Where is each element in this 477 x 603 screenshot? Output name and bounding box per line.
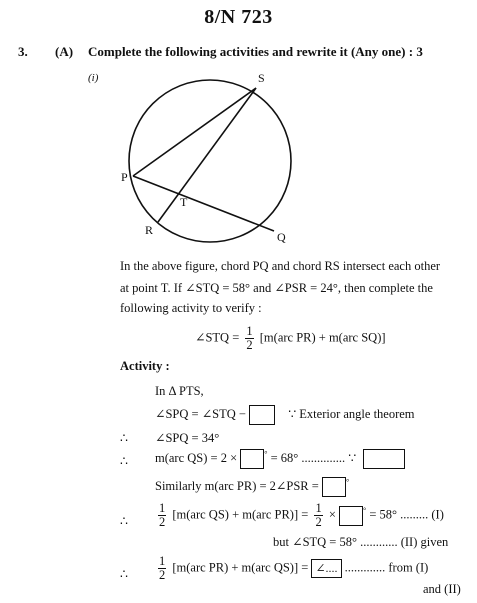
answer-box-4[interactable] bbox=[322, 477, 346, 497]
problem-line-3: following activity to verify : bbox=[120, 301, 262, 315]
formula bbox=[195, 325, 386, 352]
line6-mid: [m(arc QS) + m(arc PR)] = bbox=[172, 507, 309, 522]
problem-line-1: In the above figure, chord PQ and chord RS intersect each other bbox=[120, 259, 441, 273]
therefore-symbol-3: ∴ bbox=[120, 514, 128, 528]
chord-pq bbox=[133, 176, 274, 231]
half-fraction-3: $\frac{1}{2}$ bbox=[159, 554, 166, 582]
activity-line-2 bbox=[155, 405, 415, 425]
therefore-symbol-1: ∴ bbox=[120, 431, 128, 445]
line2-reason: ∵ Exterior angle theorem bbox=[288, 406, 415, 421]
therefore-symbol-2: ∴ bbox=[120, 454, 128, 468]
subpart-label: (i) bbox=[88, 72, 99, 84]
activity-line-1: In Δ PTS, bbox=[155, 384, 204, 398]
line6-rhs: = 58° ......... (I) bbox=[369, 507, 444, 522]
problem-line-2: at point T. If ∠STQ = 58° and ∠PSR = 24°, then complete the bbox=[120, 281, 433, 295]
chord-rs bbox=[158, 88, 256, 222]
half-fraction-2: $\frac{1}{2}$ bbox=[315, 501, 322, 529]
segment-ps bbox=[133, 88, 256, 176]
therefore-symbol-4: ∴ bbox=[120, 567, 128, 581]
line8-rhs: ............. from (I) bbox=[344, 560, 429, 575]
formula-fraction: $\frac{1}{2}$ bbox=[246, 324, 253, 352]
point-label-t: T bbox=[180, 195, 188, 209]
line8-mid: [m(arc PR) + m(arc QS)] = bbox=[172, 560, 309, 575]
point-label-r: R bbox=[145, 223, 154, 237]
activity-line-8 bbox=[155, 555, 428, 582]
answer-box-2[interactable] bbox=[240, 449, 264, 469]
answer-box-1[interactable] bbox=[249, 405, 275, 425]
formula-lhs: ∠STQ = bbox=[195, 330, 240, 345]
activity-line-4: m(arc QS) = 2 × ° = 68° .............. ∵ bbox=[155, 449, 405, 469]
half-fraction-1: $\frac{1}{2}$ bbox=[159, 501, 166, 529]
question-number: 3. bbox=[18, 44, 28, 59]
line4-rhs: = 68° .............. ∵ bbox=[270, 450, 357, 465]
page-header: 8/N 723 bbox=[204, 6, 273, 28]
formula-rhs: [m(arc PR) + m(arc SQ)] bbox=[259, 330, 386, 345]
point-label-s: S bbox=[258, 71, 265, 85]
line2-lhs: ∠SPQ = ∠STQ − bbox=[155, 406, 246, 421]
point-label-q: Q bbox=[277, 230, 286, 244]
point-label-p: P bbox=[121, 170, 128, 184]
answer-box-3[interactable] bbox=[363, 449, 405, 469]
activity-line-5: Similarly m(arc PR) = 2∠PSR = ° bbox=[155, 477, 349, 497]
activity-line-7: but ∠STQ = 58° ............ (II) given bbox=[273, 535, 449, 549]
circle-chords-figure bbox=[0, 0, 477, 260]
activity-line-3: ∠SPQ = 34° bbox=[155, 431, 220, 445]
activity-line-6: $\frac{1}{2}$ [m(arc QS) + m(arc PR)] = $\frac{1}{2}$ × ° = 58° ......... (I) bbox=[159, 501, 444, 529]
line5-lhs: Similarly m(arc PR) = 2∠PSR = bbox=[155, 478, 319, 493]
activity-title: Activity : bbox=[120, 359, 170, 373]
answer-box-5[interactable] bbox=[339, 506, 363, 526]
answer-box-6[interactable]: ∠.... bbox=[311, 559, 341, 578]
line4-lhs: m(arc QS) = 2 × bbox=[155, 450, 238, 465]
activity-line-9: and (II) bbox=[423, 582, 461, 596]
question-part: (A) bbox=[55, 44, 74, 59]
times-symbol: × bbox=[328, 507, 336, 522]
question-instruction: Complete the following activities and rewrite it (Any one) : 3 bbox=[88, 44, 423, 59]
